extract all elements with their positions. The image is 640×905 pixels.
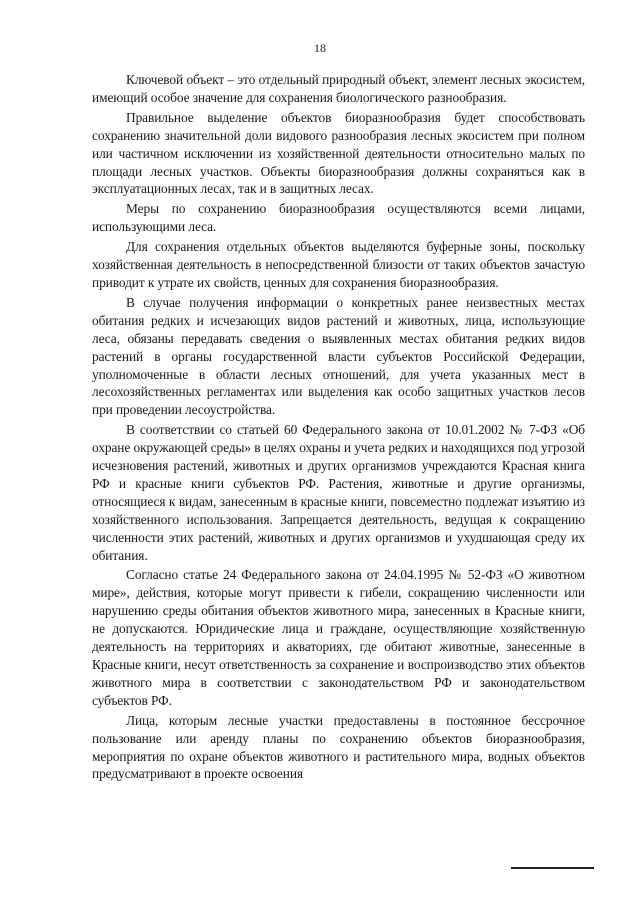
paragraph-biodiversity-selection: Правильное выделение объектов биоразнообразия будет способствовать сохранению значительной доли видового разнообразия лесных экосистем при полном или частичном исключении из хозяйственной деятельности относительно малых по площади лесных участков. Объекты биоразнообразия должны сохраняться как в эксплуатационных лесах, так и в защитных лесах. (92, 109, 585, 197)
paragraph-red-book-law-60: В соответствии со статьей 60 Федерального закона от 10.01.2002 № 7-ФЗ «Об охране окружающей среды» в целях охраны и учета редких и находящихся под угрозой исчезновения растений, животных и других организмов учреждаются Красная книга РФ и красные книги субъектов РФ. Растения, животные и другие организмы, относящиеся к видам, занесенным в красные книги, повсеместно подлежат изъятию из хозяйственного использования. Запрещается деятельность, ведущая к сокращению численности этих растений, животных и других организмов и ухудшающая среду их обитания. (92, 422, 585, 563)
page-number: 18 (314, 41, 326, 55)
paragraph-key-object: Ключевой объект – это отдельный природный объект, элемент лесных экосистем, имеющий особое значение для сохранения биологического разнообразия. (92, 72, 585, 105)
paragraph-conservation-measures: Меры по сохранению биоразнообразия осуществляются всеми лицами, использующими леса. (92, 201, 585, 235)
document-body (92, 71, 585, 785)
footer-rule (511, 867, 594, 869)
paragraph-buffer-zones: Для сохранения отдельных объектов выделяются буферные зоны, поскольку хозяйственная деятельность в непосредственной близости от таких объектов зачастую приводит к утрате их свойств, ценных для сохранения биоразнообразия. (92, 239, 585, 290)
paragraph-land-users-plans: Лица, которым лесные участки предоставлены в постоянное бессрочное пользование или аренду планы по сохранению объектов биоразнообразия, мероприятия по охране объектов животного и растительного мира, водных объектов предусматривают в проекте освоения (92, 712, 585, 782)
paragraph-rare-species-info: В случае получения информации о конкретных ранее неизвестных местах обитания редких и исчезающих видов растений и животных, лица, использующие леса, обязаны передавать сведения о выявленных местах обитания редких видов растений в органы государственной власти субъектов Российской Федерации, уполномоченные в области лесных отношений, для учета указанных мест в лесохозяйственных регламентах или выделения как особо защитных участков лесов при проведении лесоустройства. (92, 294, 585, 418)
paragraph-animal-world-law-24: Согласно статье 24 Федерального закона от 24.04.1995 № 52-ФЗ «О животном мире», действия, которые могут привести к гибели, сокращению численности или нарушению среды обитания объектов животного мира, занесенных в Красные книги, не допускаются. Юридические лица и граждане, осуществляющие хозяйственную деятельность на территориях и акваториях, где обитают животные, занесенные в Красные книги, несут ответственность за сохранение и воспроизводство этих объектов животного мира в соответствии с законодательством РФ и законодательством субъектов РФ. (92, 567, 585, 708)
